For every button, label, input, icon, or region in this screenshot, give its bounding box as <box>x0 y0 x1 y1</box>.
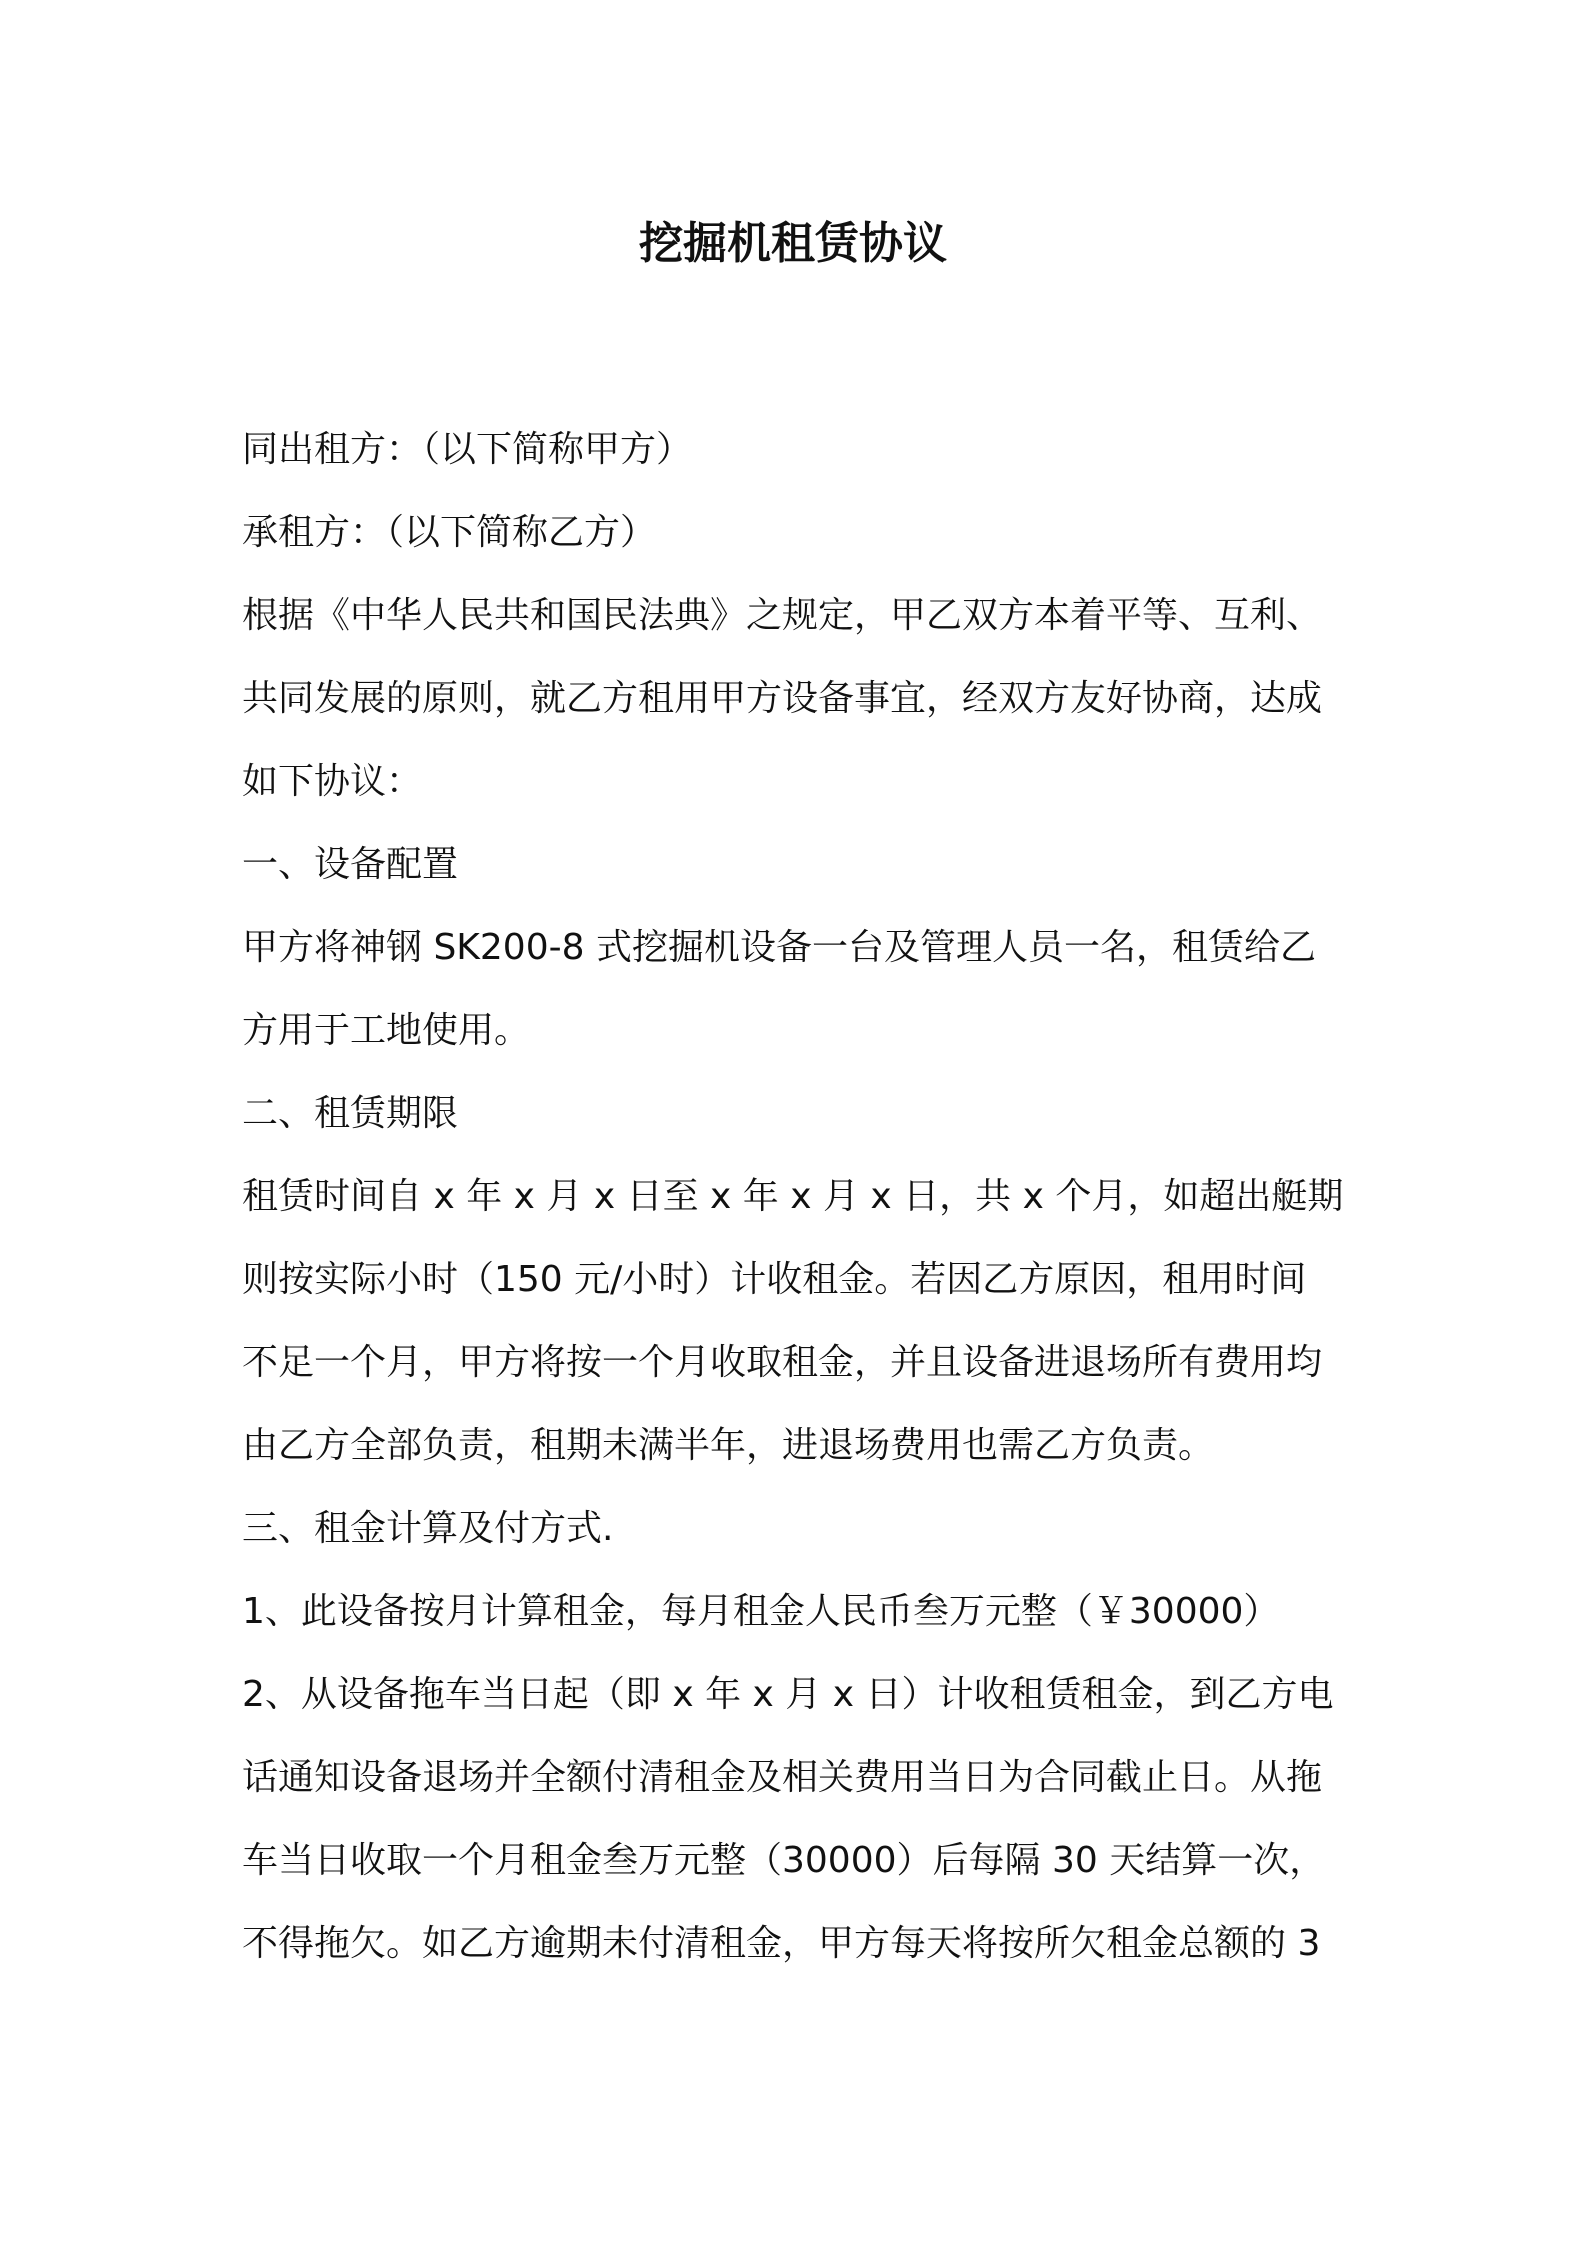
document-body <box>242 408 1362 1985</box>
document-title: 挖掘机租赁协议 <box>639 218 947 269</box>
term-text-line-3: 不足一个月，甲方将按一个月收取租金，并且设备进退场所有费用均 <box>242 1342 1323 1383</box>
section-heading-term: 二、租赁期限 <box>242 1093 459 1134</box>
equipment-text-line-2: 方用于工地使用。 <box>242 1010 531 1051</box>
payment-clause-2-line-2: 话通知设备退场并全额付清租金及相关费用当日为合同截止日。从拖 <box>242 1757 1323 1798</box>
payment-clause-2-line-3: 车当日收取一个月租金叁万元整（30000）后每隔 30 天结算一次， <box>242 1840 1326 1881</box>
term-text-line-2: 则按实际小时（150 元/小时）计收租金。若因乙方原因，租用时间 <box>242 1259 1307 1300</box>
payment-clause-1: 1、此设备按月计算租金，每月租金人民币叁万元整（￥30000） <box>242 1591 1280 1632</box>
preamble-line-1: 根据《中华人民共和国民法典》之规定，甲乙双方本着平等、互利、 <box>242 595 1323 636</box>
preamble-line-3: 如下协议： <box>242 761 423 802</box>
term-text-line-4: 由乙方全部负责，租期未满半年，进退场费用也需乙方负责。 <box>242 1425 1215 1466</box>
payment-clause-2-line-1: 2、从设备拖车当日起（即 x 年 x 月 x 日）计收租赁租金，到乙方电 <box>242 1674 1334 1715</box>
party-lessor-line: 同出租方：（以下简称甲方） <box>242 429 693 470</box>
party-lessee-line: 承租方：（以下简称乙方） <box>242 512 657 553</box>
equipment-text-line-1: 甲方将神钢 SK200-8 式挖掘机设备一台及管理人员一名，租赁给乙 <box>242 927 1316 968</box>
payment-clause-2-line-4: 不得拖欠。如乙方逾期未付清租金，甲方每天将按所欠租金总额的 3 <box>242 1923 1321 1964</box>
section-heading-equipment: 一、设备配置 <box>242 844 459 885</box>
preamble-line-2: 共同发展的原则，就乙方租用甲方设备事宜，经双方友好协商，达成 <box>242 678 1323 719</box>
term-text-line-1: 租赁时间自 x 年 x 月 x 日至 x 年 x 月 x 日，共 x 个月，如超出艇期 <box>242 1176 1344 1217</box>
section-heading-payment: 三、租金计算及付方式. <box>242 1508 614 1549</box>
